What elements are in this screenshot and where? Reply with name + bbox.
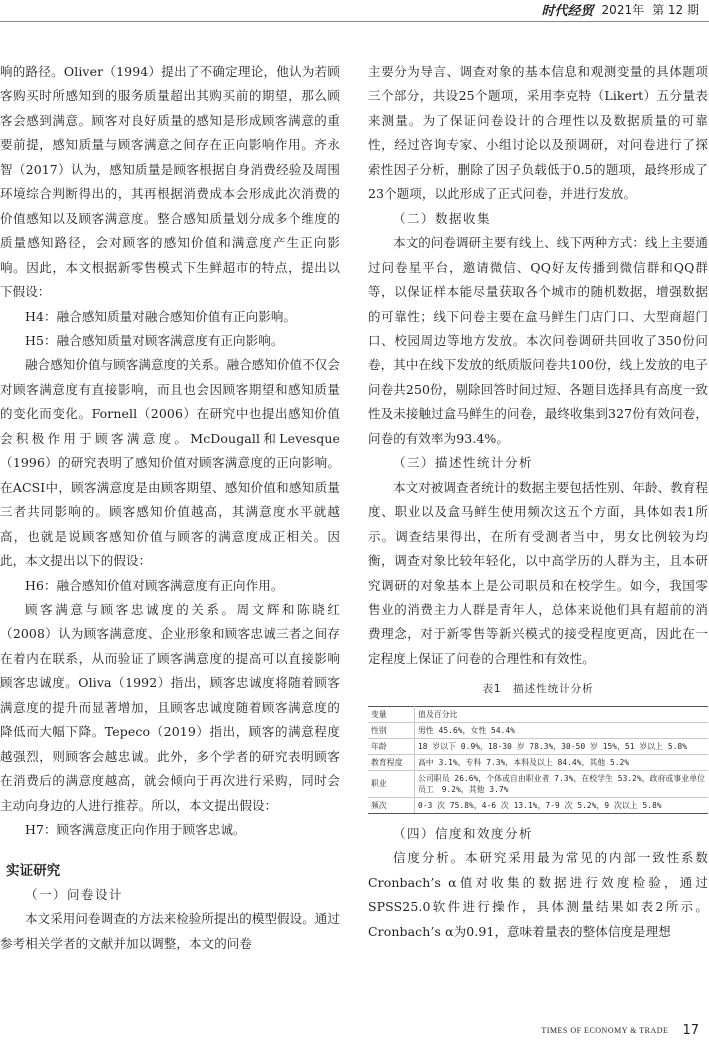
hypothesis-h4: H4：融合感知质量对融合感知价值有正向影响。 (25, 308, 297, 324)
table-cell: 0-3 次 75.8%，4-6 次 13.1%，7-9 次 5.2%，9 次以上 5.8% (415, 797, 709, 813)
subsection-heading: （二）数据收集 (393, 210, 492, 226)
page-footer (541, 1023, 699, 1038)
table-row (368, 770, 708, 797)
subsection-heading: （三）描述性统计分析 (393, 455, 534, 471)
right-column (368, 60, 708, 944)
header-rule (0, 21, 709, 22)
paragraph: 本文采用问卷调查的方法来检验所提出的模型假设。通过参考相关学者的文献并加以调整，本文的问卷 (0, 911, 341, 951)
table-cell: 性别 (368, 722, 415, 738)
paragraph: 本文的问卷调研主要有线上、线下两种方式：线上主要通过问卷星平台，邀请微信、QQ好友传播到微信群和QQ群等，以保证样本能尽量获取各个城市的随机数据，增强数据的可靠性；线下问卷主要在盒马鲜生门店门口、大型商超门口、校园周边等地方发放。本次问卷调研共回收了350份问卷，其中在线下发放的纸质版问卷共100份，线上发放的电子问卷共250份，剔除回答时间过短、各题目选择具有高度一致性及未接触过盒马鲜生的问卷，最终收集到327份有效问卷，问卷的有效率为93.4%。 (368, 235, 709, 446)
page-number: 17 (682, 1023, 699, 1038)
hypothesis-h5: H5：融合感知质量对顾客满意度有正向影响。 (25, 332, 284, 348)
paragraph: 顾客满意与顾客忠诚度的关系。周文辉和陈晓红（2008）认为顾客满意度、企业形象和顾客忠诚三者之间存在着内在联系，从而验证了顾客满意度的提高可以直接影响顾客忠诚度。Oliva（1992）指出，顾客忠诚度将随着顾客满意度的提升而显著增加，且顾客忠诚度随着顾客满意度的降低而大幅下降。Tepeco（2019）指出，顾客的满意程度越强烈，则顾客会越忠诚。此外，多个学者的研究表明顾客在消费后的满意度越高，就会倾向于再次进行采购，同时会主动向身边的人进行推荐。所以，本文提出假设： (0, 601, 340, 813)
footer-journal-name: TIMES OF ECONOMY & TRADE (541, 1026, 669, 1035)
table-cell: 年龄 (368, 738, 415, 754)
running-header (542, 0, 699, 18)
paragraph: 融合感知价值与顾客满意度的关系。融合感知价值不仅会对顾客满意度有直接影响，而且也会因顾客期望和感知质量的变化而变化。Fornell（2006）在研究中也提出感知价值会积极作用于顾客满意度。McDougall和Levesque（1996）的研究表明了感知价值对顾客满意度的正向影响。在ACSI中，顾客满意度是由顾客期望、感知价值和感知质量三者共同影响的。顾客感知价值越高，其满意度水平就越高，也就是说顾客感知价值与顾客的满意度成正相关。因此，本文提出以下的假设： (0, 357, 341, 569)
table-cell: 职业 (368, 770, 415, 797)
subsection-heading: （四）信度和效度分析 (393, 825, 534, 841)
table-cell: 频次 (368, 797, 415, 813)
table-row (368, 738, 708, 754)
paragraph: 主要分为导言、调查对象的基本信息和观测变量的具体题项三个部分，共设25个题项，采用李克特（Likert）五分量表来测量。为了保证问卷设计的合理性以及数据质量的可靠性，经过咨询专家、小组讨论以及预调研，对问卷进行了探索性因子分析，删除了因子负载低于0.5的题项，最终形成了23个题项，以此形成了正式问卷，并进行发放。 (368, 64, 708, 202)
hypothesis-h6: H6：融合感知价值对顾客满意度有正向作用。 (25, 577, 284, 593)
table-header-cell: 变量 (368, 706, 415, 722)
table-cell: 18 岁以下 0.9%，18-30 岁 78.3%，30-50 岁 15%，51 岁以上 5.8% (415, 738, 709, 754)
paragraph: 本文对被调查者统计的数据主要包括性别、年龄、教育程度、职业以及盒马鲜生使用频次这五个方面，具体如表1所示。调查结果得出，在所有受测者当中，男女比例较为均衡，调查对象比较年轻化，以中高学历的人群为主，且本研究调研的对象基本上是公司职员和在校学生。如今，我国零售业的消费主力人群是青年人，总体来说他们具有超前的消费理念，对于新零售等新兴模式的接受程度更高，因此在一定程度上保证了问卷的合理性和有效性。 (368, 479, 709, 666)
table-row (368, 722, 708, 738)
paragraph: 响的路径。Oliver（1994）提出了不确定理论，他认为若顾客购买时所感知到的服务质量超出其购买前的期望，那么顾客会感到满意。顾客对良好质量的感知是形成顾客满意的重要前提，感知质量与顾客满意之间存在正向影响作用。齐永智（2017）认为，感知质量是顾客根据自身消费经验及周围环境综合判断得出的，其再根据消费成本会形成此次消费的价值感知以及顾客满意度。整合感知质量划分成多个维度的质量感知路径，会对顾客的感知价值和满意度产生正向影响。因此，本文根据新零售模式下生鲜超市的特点，提出以下假设： (0, 64, 340, 300)
paragraph: 信度分析。本研究采用最为常见的内部一致性系数Cronbach’s α值对收集的数据进行效度检验，通过SPSS25.0软件进行操作，具体测量结果如表2所示。Cronbach’s α为0.91，意味着量表的整体信度是理想 (368, 850, 708, 939)
table-row (368, 797, 708, 813)
journal-brand: 时代经贸 (541, 3, 594, 19)
section-heading: 实证研究 (6, 862, 61, 879)
table-header-cell: 值及百分比 (415, 706, 709, 722)
table-cell: 男性 45.6%，女性 54.4% (415, 722, 709, 738)
subsection-heading: （一）问卷设计 (25, 886, 124, 902)
header-issue: 第 12 期 (652, 2, 699, 17)
table-row (368, 754, 708, 770)
table-cell: 公司职员 26.6%，个体或自由职业者 7.3%，在校学生 53.2%，政府或事业单位员工 9.2%，其他 3.7% (415, 770, 709, 797)
table-header-row (368, 706, 708, 722)
table-cell: 高中 3.1%，专科 7.3%，本科及以上 84.4%，其他 5.2% (415, 754, 709, 770)
left-column (0, 60, 340, 956)
table-caption: 表1 描述性统计分析 (482, 683, 594, 696)
header-year: 2021年 (601, 2, 645, 17)
descriptive-stats-table (368, 706, 708, 814)
hypothesis-h7: H7：顾客满意度正向作用于顾客忠诚。 (25, 822, 246, 838)
table-cell: 教育程度 (368, 754, 415, 770)
